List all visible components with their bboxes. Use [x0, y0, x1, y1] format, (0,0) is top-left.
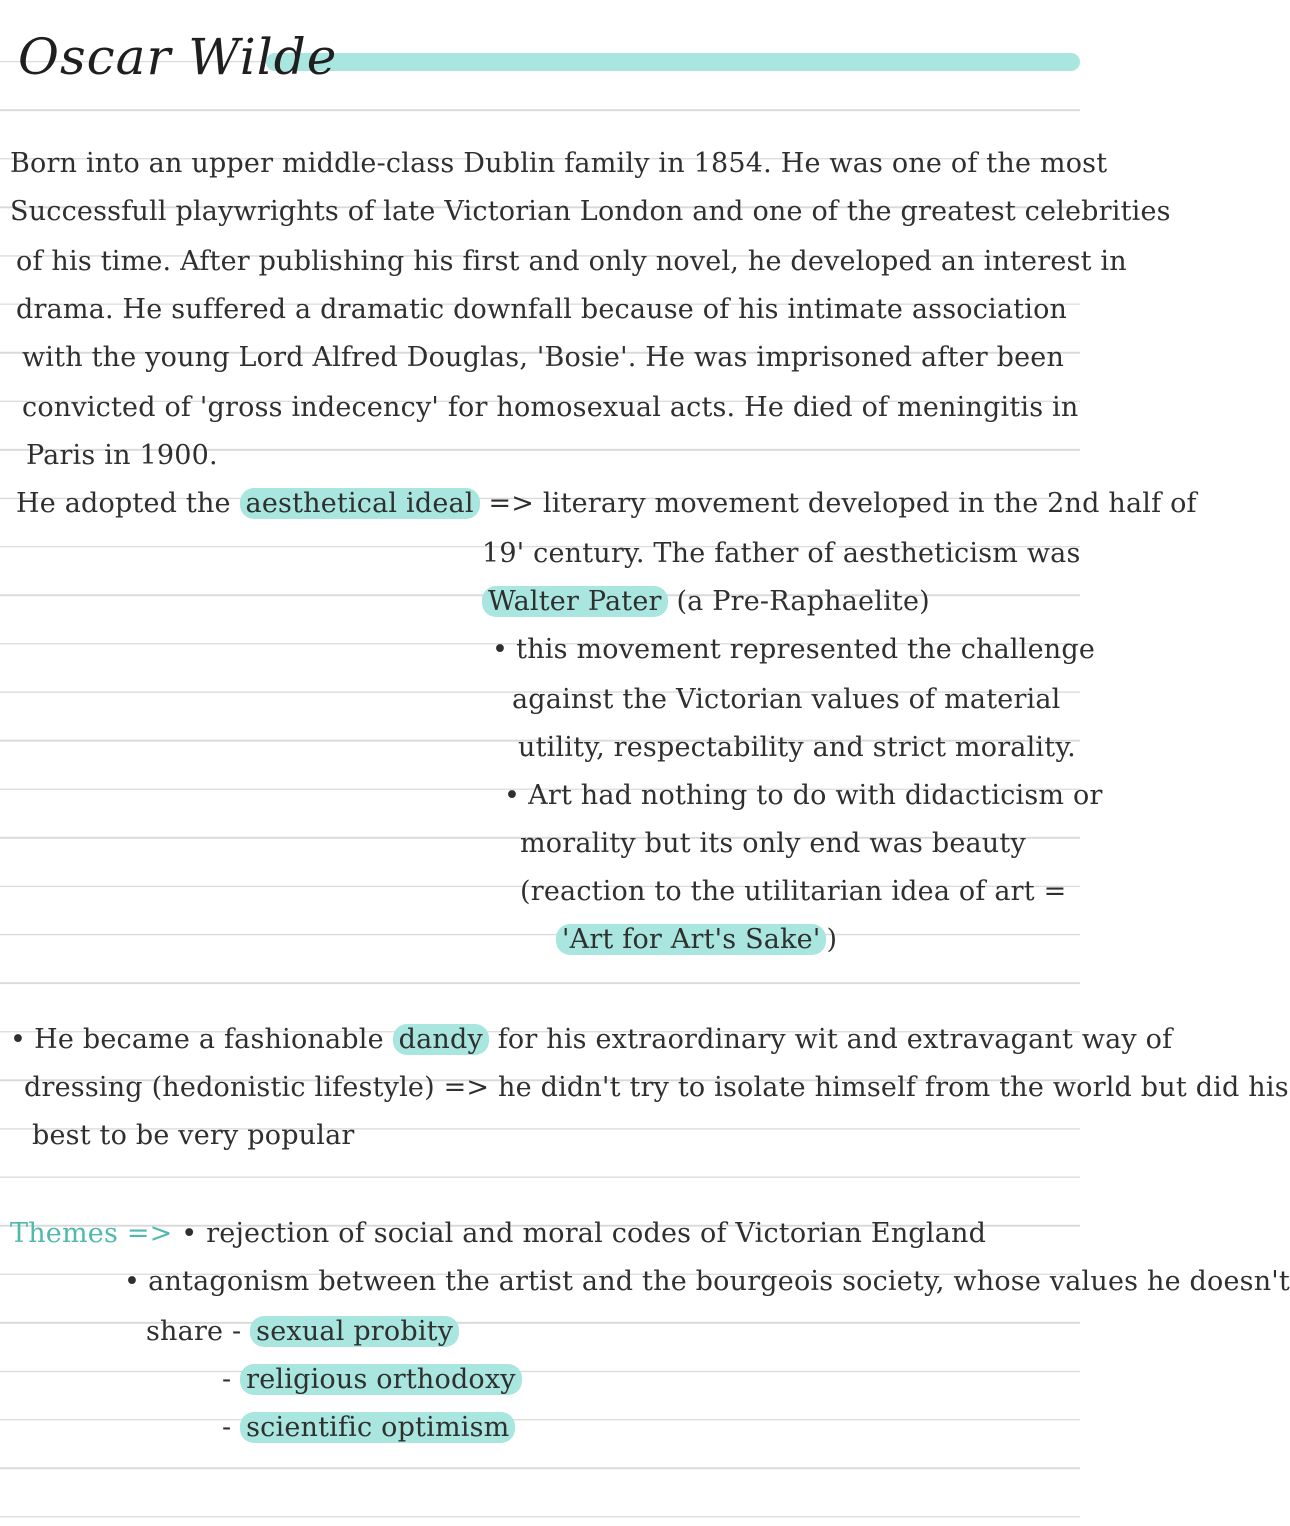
aesthetic-bullet-1-line-2: against the Victorian values of material: [512, 684, 1061, 715]
dash-icon: -: [222, 1412, 232, 1443]
aesthetic-pater-line: [482, 580, 930, 624]
theme-item-1: rejection of social and moral codes of Victorian England: [206, 1218, 987, 1249]
bullet-2-text-1: Art had nothing to do with didacticism or: [528, 780, 1103, 811]
art-for-arts-sake-highlight: 'Art for Art's Sake': [556, 924, 826, 955]
dandy-line-2: dressing (hedonistic lifestyle) => he didn't try to isolate himself from the world but did his: [24, 1072, 1289, 1103]
themes-label: Themes: [10, 1218, 119, 1249]
aesthetic-bullet-1-line-1: [492, 628, 1095, 672]
pater-note: (a Pre-Raphaelite): [676, 586, 930, 617]
dash-icon: -: [222, 1364, 232, 1395]
aesthetic-line-2: 19' century. The father of aestheticism was: [482, 538, 1081, 569]
bullet-1-text-1: this movement represented the challenge: [516, 634, 1096, 665]
dandy-line-3: best to be very popular: [32, 1120, 355, 1151]
bio-line-2: Successfull playwrights of late Victorian London and one of the greatest celebrities: [10, 196, 1171, 227]
themes-line-4: [222, 1358, 522, 1402]
sexual-probity-highlight: sexual probity: [250, 1316, 459, 1347]
aesthetic-arrow: =>: [488, 488, 535, 519]
themes-line-3: [146, 1310, 459, 1354]
walter-pater-highlight: Walter Pater: [482, 586, 668, 617]
dandy-line-1: [10, 1018, 1172, 1062]
theme-item-2: antagonism between the artist and the bourgeois society, whose values he doesn't: [148, 1266, 1290, 1297]
motto-line: [556, 918, 837, 962]
bullet-icon: •: [504, 780, 521, 811]
theme-item-2-cont: share: [146, 1316, 224, 1347]
bio-line-3: of his time. After publishing his first and only novel, he developed an interest in: [16, 246, 1127, 277]
bullet-icon: •: [492, 634, 509, 665]
bio-line-6: convicted of 'gross indecency' for homosexual acts. He died of meningitis in: [22, 392, 1079, 423]
bio-line-7: Paris in 1900.: [26, 440, 218, 471]
themes-line-5: [222, 1406, 515, 1450]
dandy-before: He became a fashionable: [34, 1024, 384, 1055]
bullet-icon: •: [124, 1266, 141, 1297]
title-highlight-bar: [266, 53, 1080, 71]
page-title: Oscar Wilde: [18, 28, 338, 86]
dash-icon: -: [232, 1316, 242, 1347]
aesthetic-intro-line: [16, 482, 1197, 526]
themes-line-1: [10, 1212, 986, 1256]
aesthetic-bullet-1-line-3: utility, respectability and strict morality.: [518, 732, 1076, 763]
motto-close: ): [826, 924, 838, 955]
dandy-after: for his extraordinary wit and extravagant way of: [497, 1024, 1173, 1055]
themes-arrow: =>: [126, 1218, 173, 1249]
bio-line-4: drama. He suffered a dramatic downfall because of his intimate association: [16, 294, 1068, 325]
dandy-highlight: dandy: [393, 1024, 489, 1055]
aesthetic-intro-after: literary movement developed in the 2nd half of: [542, 488, 1197, 519]
bullet-icon: •: [181, 1218, 198, 1249]
themes-line-2: [124, 1260, 1290, 1304]
scientific-optimism-highlight: scientific optimism: [240, 1412, 515, 1443]
bio-line-5: with the young Lord Alfred Douglas, 'Bosie'. He was imprisoned after been: [22, 342, 1065, 373]
aesthetic-bullet-2-line-2: morality but its only end was beauty: [520, 828, 1026, 859]
title-block: [18, 26, 1080, 88]
aesthetic-bullet-2-line-1: [504, 774, 1103, 818]
aesthetic-intro-before: He adopted the: [16, 488, 231, 519]
aesthetic-bullet-2-line-3: (reaction to the utilitarian idea of art =: [520, 876, 1067, 907]
bullet-icon: •: [10, 1024, 27, 1055]
religious-orthodoxy-highlight: religious orthodoxy: [240, 1364, 522, 1395]
aesthetical-ideal-highlight: aesthetical ideal: [240, 488, 480, 519]
bio-line-1: Born into an upper middle-class Dublin family in 1854. He was one of the most: [10, 148, 1108, 179]
